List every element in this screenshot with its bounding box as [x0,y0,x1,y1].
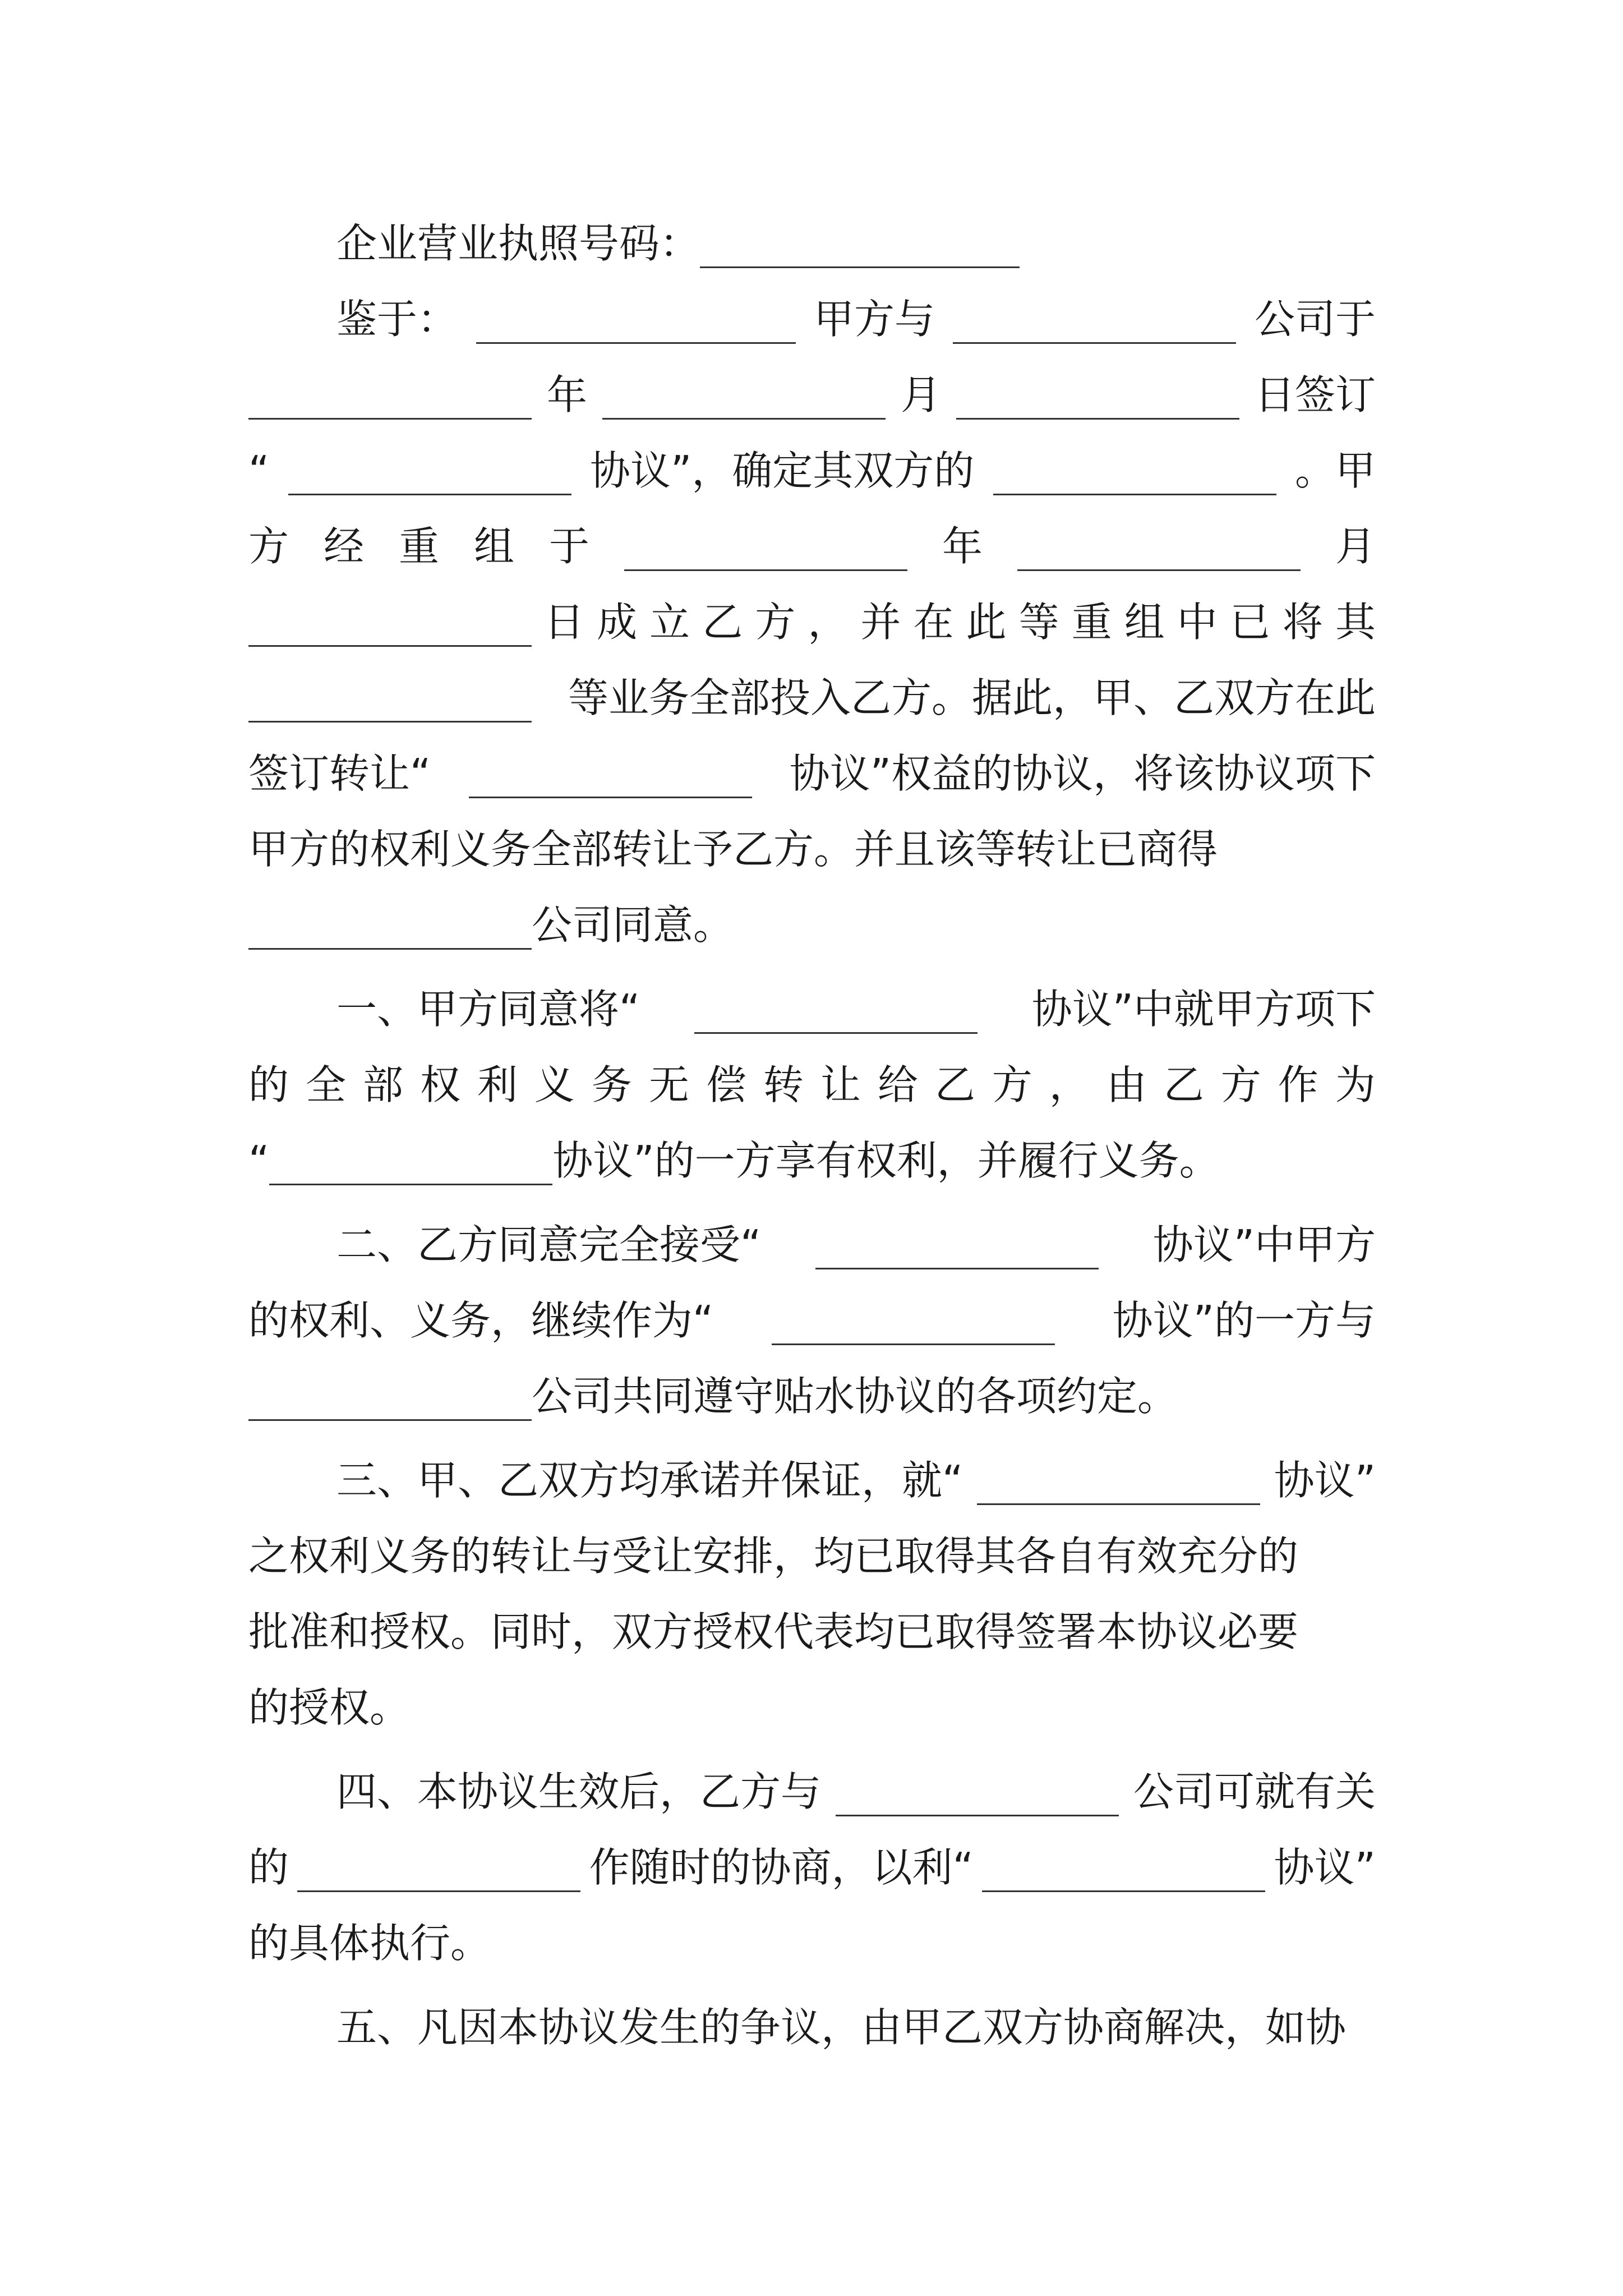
transfer-sign-line [248,736,1376,812]
char: 经 [324,523,365,570]
text: 三、甲、乙双方均承诺并保证，就“ [336,1457,963,1504]
blank-field [248,598,532,647]
char: 将 [1282,599,1323,646]
clause-3-line-4 [248,1670,1376,1746]
blank-field [815,1221,1099,1269]
blank-field [248,674,532,723]
char: 转 [763,1061,804,1108]
char: 重 [399,523,440,570]
blank-field [977,1456,1260,1505]
consent-line [248,887,1376,963]
clause-4-line-2 [248,1830,1376,1906]
char: 组 [474,523,515,570]
text: 的具体执行。 [248,1920,491,1967]
text: 公司于 [1254,296,1376,343]
text: 的授权。 [248,1684,411,1731]
blank-field [700,219,1020,268]
clause-3-line-3 [248,1594,1376,1670]
blank-field [772,1296,1055,1345]
text: “ [248,1137,270,1184]
text: 。甲 [1294,447,1376,494]
char: 乙 [934,1061,975,1108]
blank-field [248,1372,532,1421]
text: 的 [248,1844,289,1891]
text: 年 [942,523,983,570]
blank-field [469,749,752,798]
text: 协议”中甲方 [1152,1221,1376,1268]
char: ， [1049,1061,1090,1108]
clause-2-line-2 [248,1283,1376,1359]
char: 在 [913,599,954,646]
char: 义 [534,1061,575,1108]
blank-field [602,371,886,420]
text: 协议” [1274,1457,1376,1504]
text: 的权利、义务，继续作为“ [248,1297,714,1344]
char: ， [808,599,849,646]
text: 等业务全部投入乙方。据此，甲、乙双方在此 [568,674,1376,721]
text: 公司可就有关 [1133,1768,1376,1815]
char: 部 [362,1061,403,1108]
text: 批准和授权。同时，双方授权代表均已取得签署本协议必要 [248,1608,1299,1655]
char: 方 [248,523,289,570]
char: 成 [597,599,638,646]
char: 其 [1335,599,1376,646]
char: 组 [1124,599,1165,646]
blank-field [297,1843,580,1892]
char: 方 [755,599,796,646]
license-number-line [336,206,1376,282]
char: 方 [992,1061,1032,1108]
text: 日签订 [1254,371,1376,418]
blank-field [248,371,532,420]
clause-2-line-1 [336,1207,1376,1283]
blank-field [956,371,1239,420]
text: 公司共同遵守贴水协议的各项约定。 [532,1373,1178,1420]
text: 月 [1335,523,1376,570]
established-line [248,585,1376,660]
char: 乙 [1163,1061,1204,1108]
char: 由 [1106,1061,1147,1108]
text: 协议”中就甲方项下 [1031,986,1376,1033]
char: 已 [1229,599,1270,646]
char: 偿 [706,1061,746,1108]
text: 五、凡因本协议发生的争议，由甲乙双方协商解决，如协 [336,2004,1347,2051]
blank-field [694,985,978,1034]
text: 协议” [1274,1844,1376,1891]
blank-field [1017,522,1301,571]
char: 立 [649,599,690,646]
text: 四、本协议生效后，乙方与 [336,1768,822,1815]
clause-1-line-3 [248,1123,1376,1199]
whereas-line [336,282,1376,357]
char: 此 [966,599,1007,646]
agreement-name-line [248,433,1376,509]
business-line [248,660,1376,736]
blank-field [248,901,532,950]
text: 之权利义务的转让与受让安排，均已取得其各自有效充分的 [248,1533,1299,1580]
text: 甲方与 [813,296,935,343]
char: 为 [1335,1061,1376,1108]
clause-5-line-1 [336,1990,1376,2065]
text: 二、乙方同意完全接受“ [336,1221,762,1268]
blank-field [836,1768,1119,1816]
char: 作 [1278,1061,1318,1108]
text: 协议”，确定其双方的 [589,447,975,494]
char: 务 [591,1061,632,1108]
text: 鉴于： [336,296,458,343]
clause-1-line-1 [336,972,1376,1047]
char: 权 [419,1061,460,1108]
blank-field [993,447,1276,495]
char: 并 [860,599,901,646]
char: 的 [248,1061,289,1108]
text: 协议”的一方与 [1112,1297,1376,1344]
char: 让 [820,1061,861,1108]
clause-2-line-3 [248,1359,1376,1434]
char: 中 [1177,599,1218,646]
reorg-line [248,509,1376,585]
clause-3-line-1 [336,1443,1376,1519]
char: 方 [1220,1061,1261,1108]
blank-field [269,1137,552,1185]
text: 公司同意。 [532,901,734,949]
text: 月 [900,371,941,418]
char: 给 [877,1061,918,1108]
char: 重 [1071,599,1112,646]
char: 于 [549,523,590,570]
text: 协议”的一方享有权利，并履行义务。 [552,1137,1220,1184]
blank-field [288,447,571,495]
text: 协议”权益的协议，将该协议项下 [789,750,1376,797]
clause-3-line-2 [248,1519,1376,1594]
char: 等 [1018,599,1059,646]
text: 作随时的协商，以利“ [589,1844,974,1891]
clause-1-line-2 [248,1047,1376,1123]
clause-4-line-1 [336,1754,1376,1830]
char: 无 [648,1061,689,1108]
char: 乙 [702,599,743,646]
blank-field [476,295,796,344]
blank-field [624,522,907,571]
text: “ [248,447,270,494]
rights-line [248,812,1376,887]
text: 企业营业执照号码： [336,220,700,267]
char: 全 [305,1061,346,1108]
text: 一、甲方同意将“ [336,986,640,1033]
blank-field [982,1843,1265,1892]
blank-field [953,295,1236,344]
text: 签订转让“ [248,750,431,797]
date-line [248,357,1376,433]
text: 甲方的权利义务全部转让予乙方。并且该等转让已商得 [248,826,1218,873]
clause-4-line-3 [248,1906,1376,1981]
char: 利 [477,1061,518,1108]
char: 日 [544,599,585,646]
text: 年 [546,371,587,418]
